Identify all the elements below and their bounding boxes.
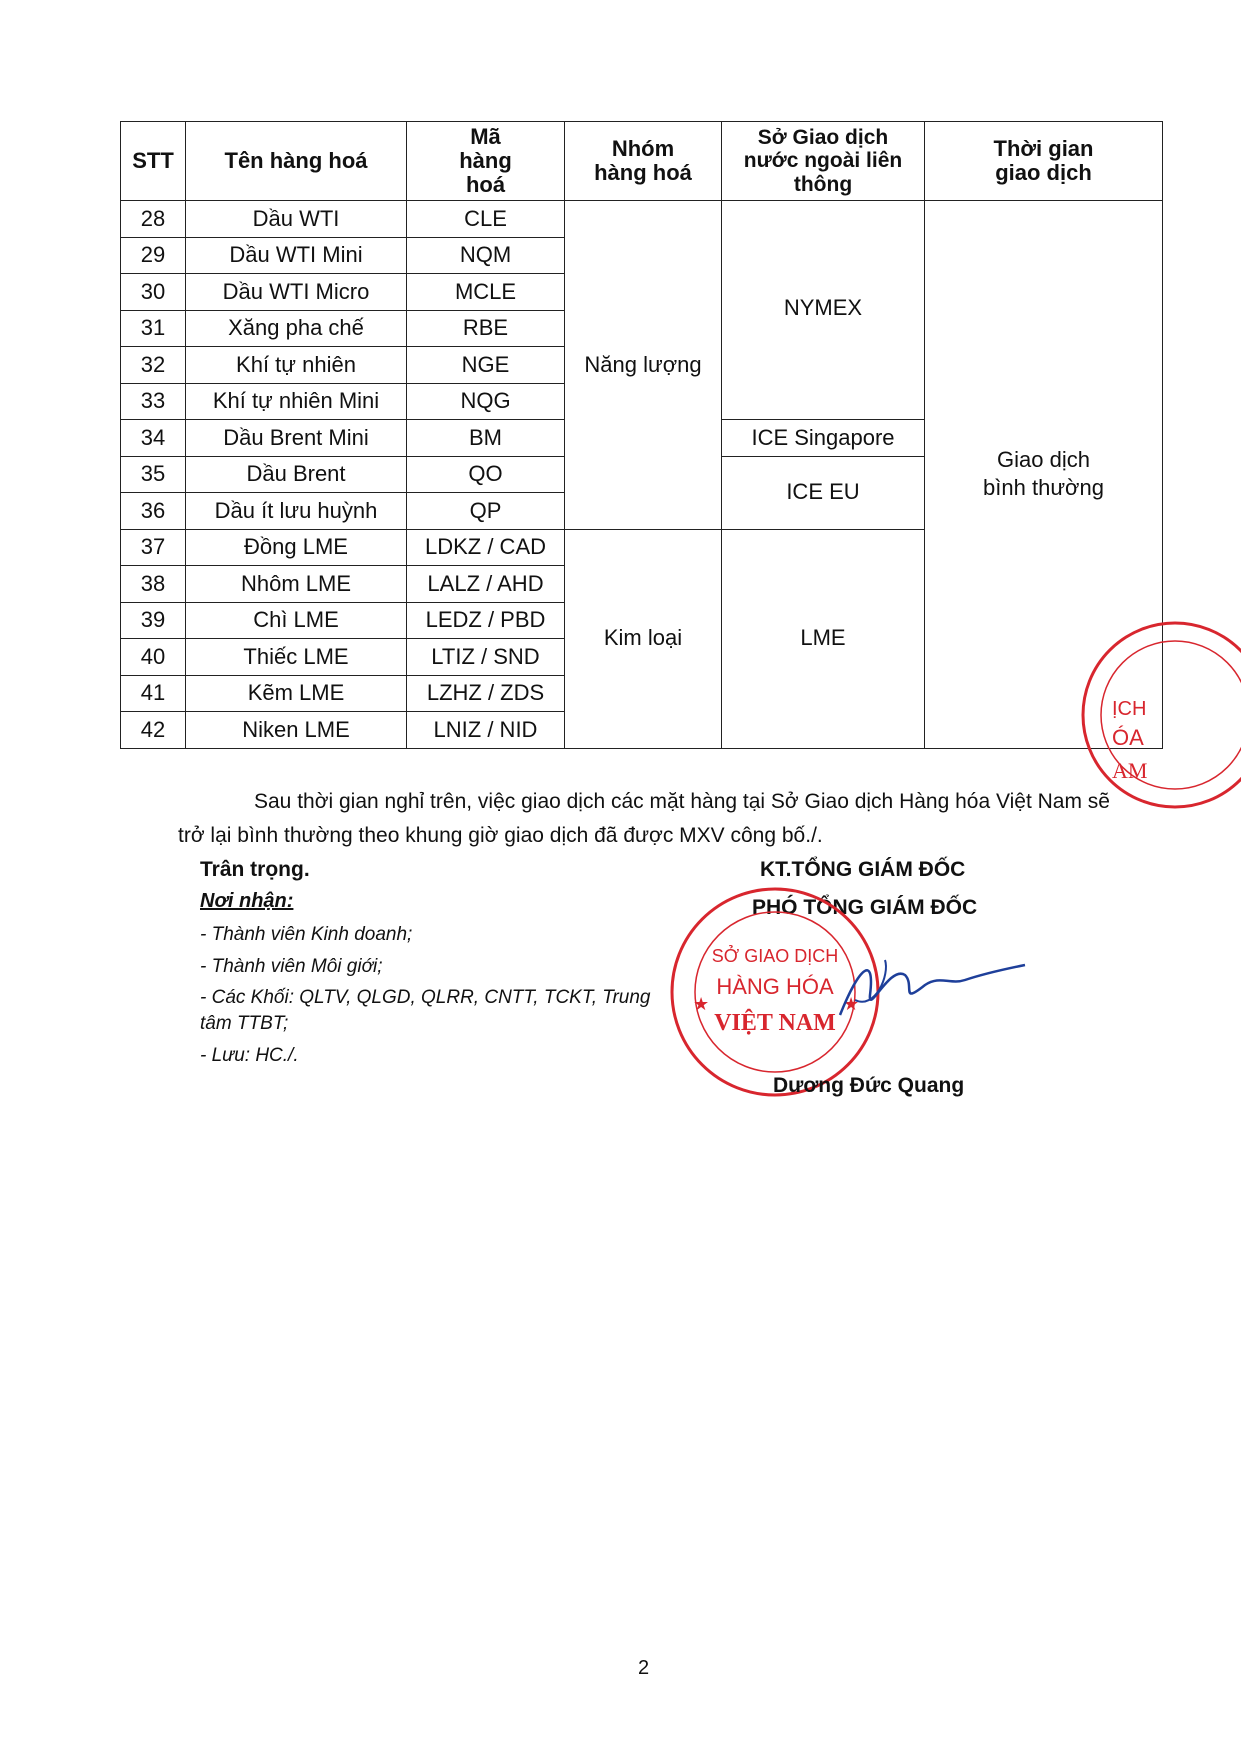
cell-exchange-nymex: NYMEX [722, 201, 925, 420]
cell-code: QO [407, 456, 565, 493]
cell-name: Dầu WTI Mini [186, 237, 407, 274]
cell-code: NQM [407, 237, 565, 274]
cell-code: CLE [407, 201, 565, 238]
handwritten-signature [830, 945, 1030, 1035]
cell-stt: 42 [121, 712, 186, 749]
cell-stt: 37 [121, 529, 186, 566]
cell-code: RBE [407, 310, 565, 347]
cell-stt: 29 [121, 237, 186, 274]
header-group: Nhóm hàng hoá [565, 122, 722, 201]
cell-name: Chì LME [186, 602, 407, 639]
cell-name: Thiếc LME [186, 639, 407, 676]
cell-stt: 33 [121, 383, 186, 420]
cell-stt: 31 [121, 310, 186, 347]
cell-stt: 28 [121, 201, 186, 238]
stamp-line2: HÀNG HÓA [716, 974, 834, 999]
cell-group-energy: Năng lượng [565, 201, 722, 530]
cell-stt: 41 [121, 675, 186, 712]
cell-name: Dầu ít lưu huỳnh [186, 493, 407, 530]
regards: Trân trọng. [200, 858, 310, 881]
svg-text:ỊCH: ỊCH [1112, 698, 1147, 720]
stamp-line3: VIỆT NAM [714, 1010, 836, 1036]
cell-code: NQG [407, 383, 565, 420]
cell-name: Dầu WTI Micro [186, 274, 407, 311]
header-stt: STT [121, 122, 186, 201]
cell-code: LALZ / AHD [407, 566, 565, 603]
page-number: 2 [638, 1657, 650, 1679]
cell-stt: 30 [121, 274, 186, 311]
cell-name: Đồng LME [186, 529, 407, 566]
table-row [121, 201, 1163, 238]
recipients-list [200, 922, 660, 1074]
cell-code: LEDZ / PBD [407, 602, 565, 639]
cell-name: Khí tự nhiên Mini [186, 383, 407, 420]
svg-text:★: ★ [693, 994, 710, 1014]
table-header-row [121, 122, 1163, 201]
cell-stt: 36 [121, 493, 186, 530]
cell-name: Dầu Brent Mini [186, 420, 407, 457]
list-item: - Lưu: HC./. [200, 1044, 299, 1066]
svg-text:AM: AM [1112, 758, 1148, 783]
cell-stt: 35 [121, 456, 186, 493]
header-code: Mã hàng hoá [407, 122, 565, 201]
recipients-title: Nơi nhận: [200, 890, 294, 912]
list-item: - Thành viên Kinh doanh; [200, 924, 413, 945]
cell-exchange-ice-singapore: ICE Singapore [722, 420, 925, 457]
cell-code: LZHZ / ZDS [407, 675, 565, 712]
cell-code: QP [407, 493, 565, 530]
cell-trading-time: Giao dịch bình thường [925, 201, 1163, 749]
cell-name: Kẽm LME [186, 675, 407, 712]
header-exchange: Sở Giao dịch nước ngoài liên thông [722, 122, 925, 201]
cell-name: Dầu WTI [186, 201, 407, 238]
cell-code: BM [407, 420, 565, 457]
svg-text:ÓA: ÓA [1112, 725, 1144, 750]
cell-stt: 38 [121, 566, 186, 603]
cell-stt: 32 [121, 347, 186, 384]
signatory-name: Dương Đức Quang [773, 1074, 965, 1097]
cell-code: LTIZ / SND [407, 639, 565, 676]
cell-name: Niken LME [186, 712, 407, 749]
cell-name: Xăng pha chế [186, 310, 407, 347]
cell-group-metal: Kim loại [565, 529, 722, 748]
signature-title-1: KT.TỔNG GIÁM ĐỐC [760, 858, 966, 881]
cell-stt: 40 [121, 639, 186, 676]
cell-stt: 34 [121, 420, 186, 457]
cell-code: LNIZ / NID [407, 712, 565, 749]
cell-code: NGE [407, 347, 565, 384]
list-item: - Thành viên Môi giới; [200, 955, 383, 977]
cell-exchange-ice-eu: ICE EU [722, 456, 925, 529]
closing-paragraph: Sau thời gian nghỉ trên, việc giao dịch các mặt hàng tại Sở Giao dịch Hàng hóa Việt Nam sẽ trở lại bình thường theo khung giờ giao dịch đã được MXV công bố./. [178, 790, 1110, 847]
list-item: - Các Khối: QLTV, QLGD, QLRR, CNTT, TCKT, Trung tâm TTBT; [200, 987, 651, 1034]
svg-text:★: ★ [843, 994, 860, 1014]
signature-title-2: PHÓ TỔNG GIÁM ĐỐC [752, 896, 978, 919]
cell-exchange-lme: LME [722, 529, 925, 748]
commodity-table [120, 121, 1163, 749]
cell-stt: 39 [121, 602, 186, 639]
header-time: Thời gian giao dịch [925, 122, 1163, 201]
cell-name: Nhôm LME [186, 566, 407, 603]
header-name: Tên hàng hoá [186, 122, 407, 201]
stamp-line1: SỞ GIAO DỊCH [711, 946, 839, 966]
cell-code: MCLE [407, 274, 565, 311]
cell-name: Khí tự nhiên [186, 347, 407, 384]
cell-name: Dầu Brent [186, 456, 407, 493]
cell-code: LDKZ / CAD [407, 529, 565, 566]
